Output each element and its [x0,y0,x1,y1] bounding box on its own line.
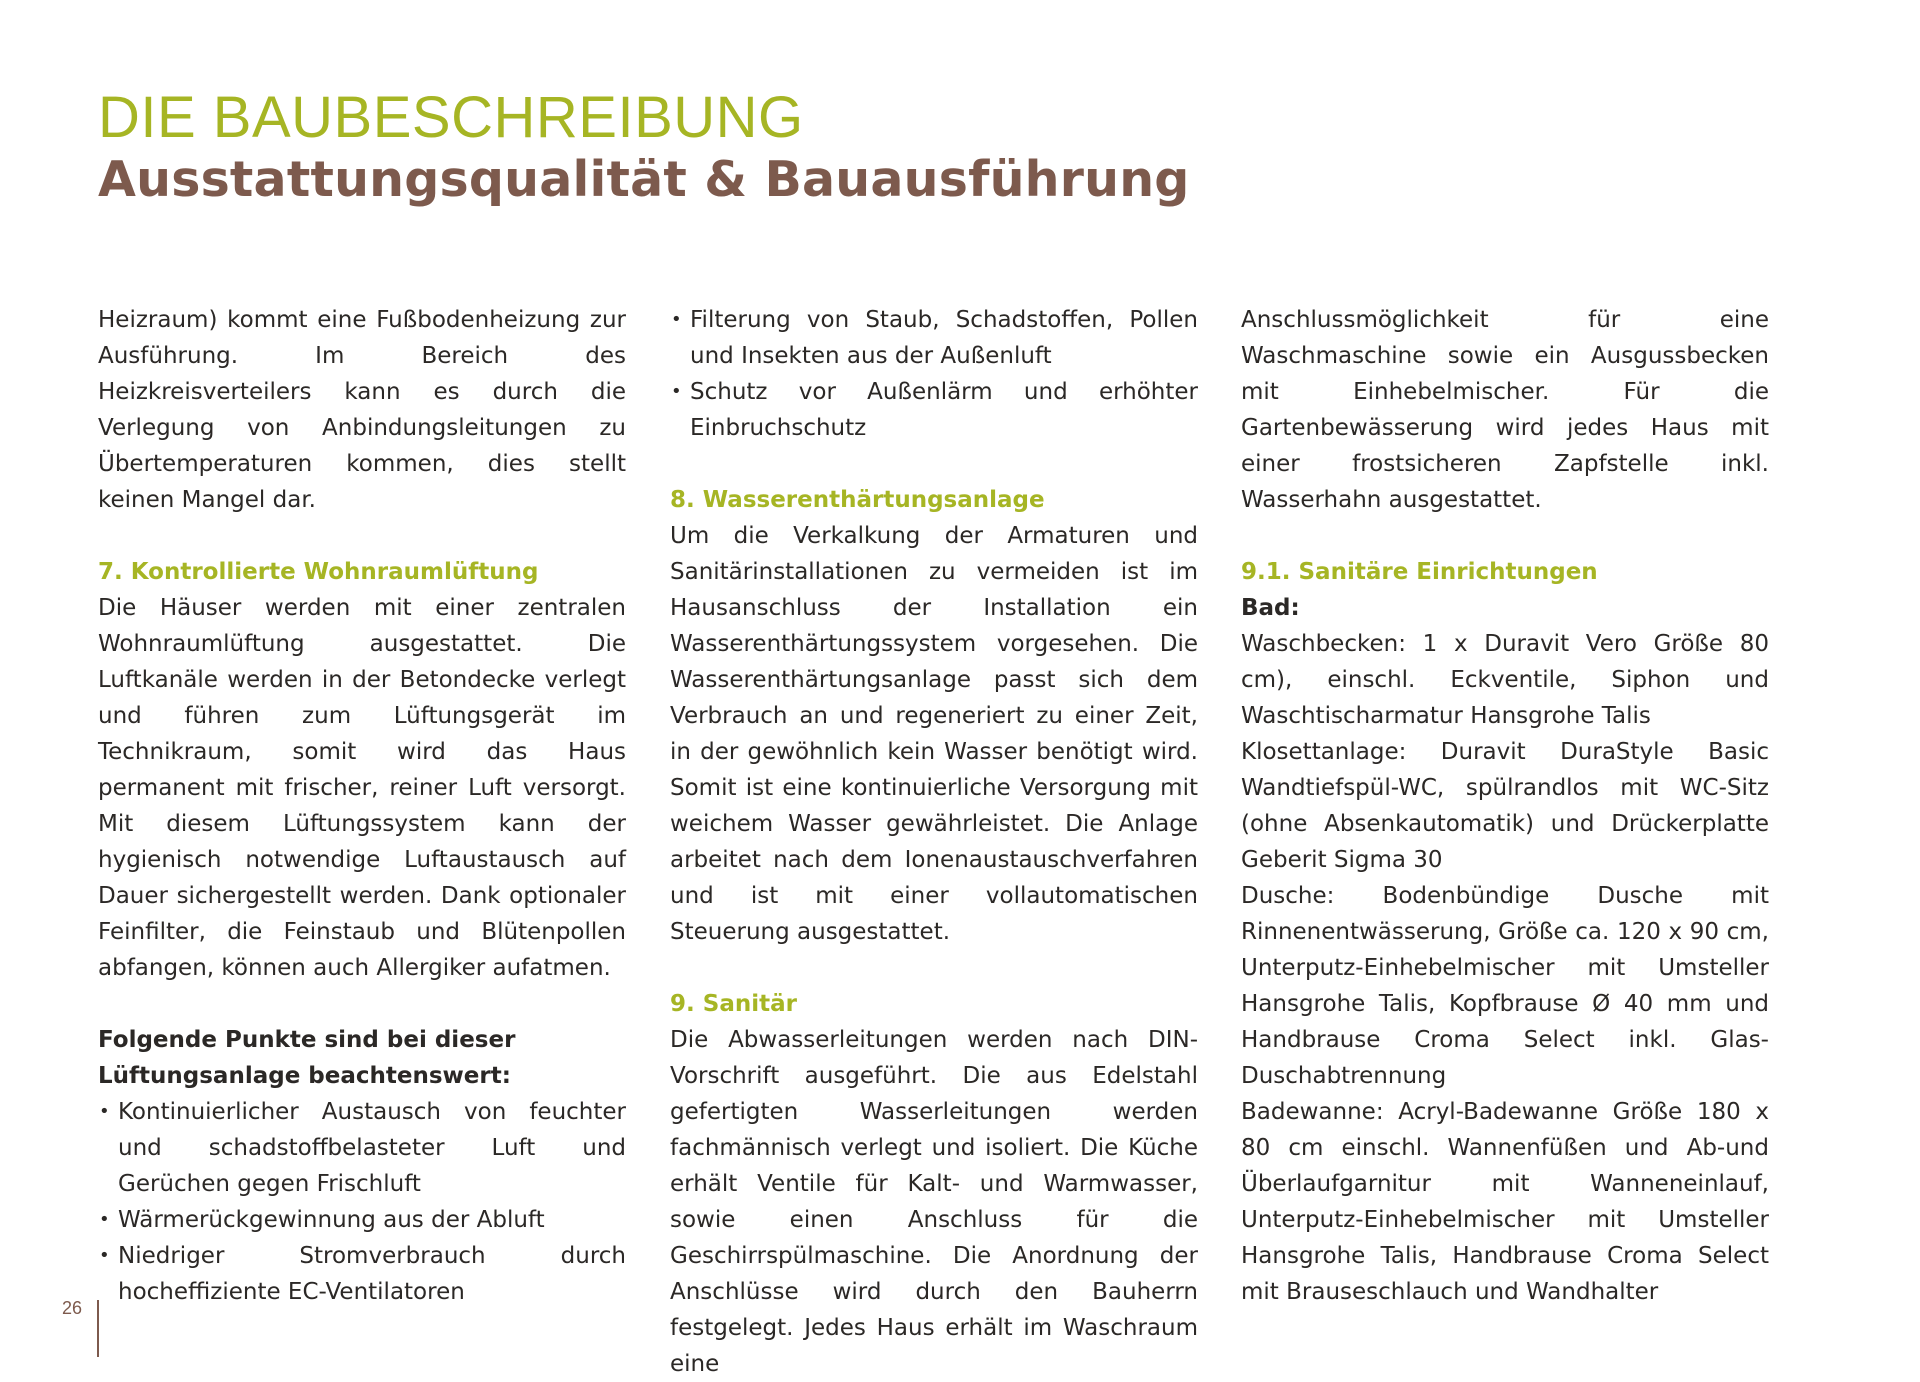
item-label: Waschbecken: [1241,631,1406,657]
page-subtitle: Ausstattungsqualität & Bauausführung [98,151,1190,208]
points-title: Folgende Punkte sind bei dieser Lüftungsanlage beachtenswert: [98,1027,516,1089]
sanitary-item-washbasin [1241,626,1769,734]
section-9-text: Die Abwasserleitungen werden nach DIN-Vorschrift ausgeführt. Die aus Edelstahl gefertigten Wasserleitungen werden fachmännisch verlegt und isoliert. Die Küche erhält Ventile für Kalt- und Warmwasser, sowie einen Anschluss für die Geschirrspülmaschine. Die Anordnung der Anschlüsse wird durch den Bauherrn festgelegt. Jedes Haus erhält im Waschraum eine [670,1027,1198,1377]
sanitary-item-toilet [1241,734,1769,878]
page-number: 26 [62,1298,83,1318]
section-7-title: 7. Kontrollierte Wohnraumlüftung [98,559,539,585]
page-title: DIE BAUBESCHREIBUNG [98,85,804,150]
list-item: • Niedriger Stromverbrauch durch hocheffiziente EC-Ventilatoren [98,1238,626,1310]
section-7-text: Die Häuser werden mit einer zentralen Wohnraumlüftung ausgestattet. Die Luftkanäle werden in der Betondecke verlegt und führen zum Lüftungsgerät im Technikraum, somit wird das Haus permanent mit frischer, reiner Luft versorgt. Mit diesem Lüftungssystem kann der hygienisch notwendige Luftaustausch auf Dauer sichergestellt werden. Dank optionaler Feinfilter, die Feinstaub und Blütenpollen abfangen, können auch Allergiker aufatmen. [98,595,626,981]
section-9-1-title: 9.1. Sanitäre Einrichtungen [1241,559,1598,585]
ventilation-points-list [98,1094,626,1310]
heating-paragraph: Heizraum) kommt eine Fußbodenheizung zur Ausführung. Im Bereich des Heizkreisverteilers kann es durch die Verlegung von Anbindungsleitungen zu Übertemperaturen kommen, dies stellt keinen Mangel dar. [98,307,626,513]
laundry-paragraph: Anschlussmöglichkeit für eine Waschmaschine sowie ein Ausgussbecken mit Einhebelmischer. Für die Gartenbewässerung wird jedes Haus mit einer frostsicheren Zapfstelle inkl. Wasserhahn ausgestattet. [1241,307,1769,513]
item-text: Duravit DuraStyle Basic Wandtiefspül-WC, spülrandlos mit WC-Sitz (ohne Absenkautomatik) und Drückerplatte Geberit Sigma 30 [1241,739,1769,873]
section-9-title: 9. Sanitär [670,991,797,1017]
item-text: Bodenbündige Dusche mit Rinnenentwässerung, Größe ca. 120 x 90 cm, Unterputz-Einhebelmischer mit Umsteller Hansgrohe Talis, Kopfbrause Ø 40 mm und Handbrause Croma Select inkl. Glas-Duschabtrennung [1241,883,1769,1089]
ventilation-points-list-cont [670,302,1198,446]
bad-label: Bad: [1241,595,1300,621]
item-label: Klosettanlage: [1241,739,1407,765]
list-item: • Kontinuierlicher Austausch von feuchter und schadstoffbelasteter Luft und Gerüchen gegen Frischluft [98,1094,626,1202]
section-8-text: Um die Verkalkung der Armaturen und Sanitärinstallationen zu vermeiden ist im Hausanschluss der Installation ein Wasserenthärtungssystem vorgesehen. Die Wasserenthärtungsanlage passt sich dem Verbrauch an und regeneriert zu einer Zeit, in der gewöhnlich kein Wasser benötigt wird. Somit ist eine kontinuierliche Versorgung mit weichem Wasser gewährleistet. Die Anlage arbeitet nach dem Ionenaustauschverfahren und ist mit einer vollautomatischen Steuerung ausgestattet. [670,523,1198,945]
sanitary-item-shower [1241,878,1769,1094]
column-2 [670,302,1198,1382]
list-item: • Filterung von Staub, Schadstoffen, Pollen und Insekten aus der Außenluft [670,302,1198,374]
item-text: Acryl-Badewanne Größe 180 x 80 cm einschl. Wannenfüßen und Ab-und Überlaufgarnitur mit Wanneneinlauf, Unterputz-Einhebelmischer mit Umsteller Hansgrohe Talis, Handbrause Croma Select mit Brauseschlauch und Wandhalter [1241,1099,1769,1305]
item-label: Dusche: [1241,883,1335,909]
list-item: • Schutz vor Außenlärm und erhöhter Einbruchschutz [670,374,1198,446]
list-item: • Wärmerückgewinnung aus der Abluft [98,1202,626,1238]
item-text: 1 x Duravit Vero Größe 80 cm), einschl. Eckventile, Siphon und Waschtischarmatur Hansgrohe Talis [1241,631,1769,729]
item-label: Badewanne: [1241,1099,1384,1125]
column-3 [1241,302,1769,1310]
page-divider [97,1300,99,1357]
section-8-title: 8. Wasserenthärtungsanlage [670,487,1045,513]
sanitary-item-bathtub [1241,1094,1769,1310]
column-1 [98,302,626,1310]
page-header [98,86,1190,210]
